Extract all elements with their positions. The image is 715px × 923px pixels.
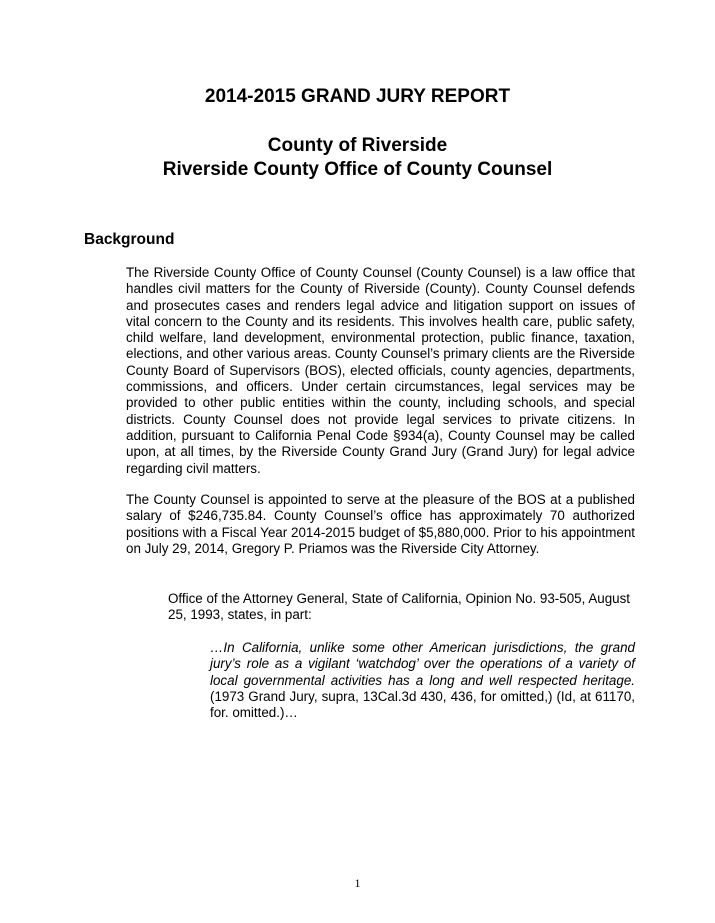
section-heading-background: Background (84, 231, 175, 248)
block-quote (210, 640, 635, 721)
page-number: 1 (354, 876, 361, 890)
report-title: 2014-2015 GRAND JURY REPORT (204, 86, 511, 107)
background-paragraph: The Riverside County Office of County Counsel (County Counsel) is a law office that handles civil matters for the County of Riverside (County). County Counsel defends and prosecutes cases and renders legal advice and litigation support on issues of vital concern to the County and its residents. This involves health care, public safety, child welfare, land development, environmental protection, public finance, taxation, elections, and other various areas. County Counsel’s primary clients are the Riverside County Board of Supervisors (BOS), elected officials, county agencies, departments, commissions, and officers. Under certain circumstances, legal services may be provided to other public entities within the county, including schools, and special districts. County Counsel does not provide legal services to private citizens. In addition, pursuant to California Penal Code §934(a), County Counsel may be called upon, at all times, by the Riverside County Grand Jury (Grand Jury) for legal advice regarding civil matters. (126, 265, 635, 476)
quote-citation: (1973 Grand Jury, supra, 13Cal.3d 430, 436, for omitted,) (Id, at 61170, for. omitted.)… (210, 688, 635, 721)
office-title: Riverside County Office of County Counsel (162, 159, 553, 180)
county-title: County of Riverside (267, 135, 448, 156)
attorney-general-intro: Office of the Attorney General, State of California, Opinion No. 93-505, August 25, 1993, states, in part: (168, 591, 631, 623)
appointment-paragraph: The County Counsel is appointed to serve at the pleasure of the BOS at a published salary of $246,735.84. County Counsel’s office has approximately 70 authorized positions with a Fiscal Year 2014-2015 budget of $5,880,000. Prior to his appointment on July 29, 2014, Gregory P. Priamos was the Riverside City Attorney. (126, 492, 635, 556)
quote-text: …In California, unlike some other American jurisdictions, the grand jury’s role as a vigilant ‘watchdog’ over the operations of a variety of local governmental activities has a long and well respected heritage. (210, 640, 635, 688)
